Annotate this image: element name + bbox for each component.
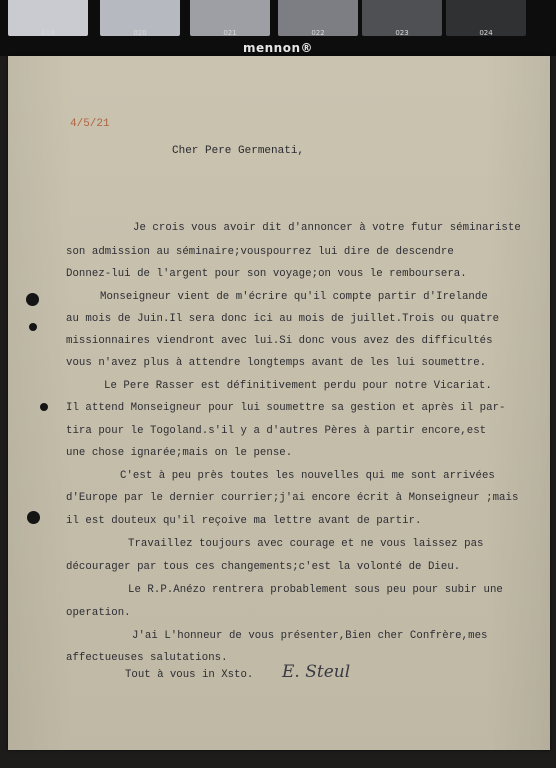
punch-hole	[27, 511, 40, 524]
letter-line: d'Europe par le dernier courrier;j'ai encore écrit à Monseigneur ;mais	[66, 492, 519, 504]
letter-line: au mois de Juin.Il sera donc ici au mois de juillet.Trois ou quatre	[66, 313, 500, 325]
letter-line: Je crois vous avoir dit d'annoncer à votre futur séminariste	[133, 222, 521, 234]
letter-line: Monseigneur vient de m'écrire qu'il compte partir d'Irelande	[100, 291, 488, 303]
letter-line: vous n'avez plus à attendre longtemps avant de les lui soumettre.	[66, 357, 487, 369]
punch-hole	[26, 293, 39, 306]
patch-number-022: 022	[311, 29, 325, 37]
letter-line: une chose ignarée;mais on le pense.	[66, 447, 293, 459]
letter-line: missionnaires viendront avec lui.Si donc vous avez des difficultés	[66, 335, 493, 347]
patch-number-023: 023	[395, 29, 409, 37]
faded-letterhead-stamp	[58, 68, 178, 108]
letter-line: son admission au séminaire;vouspourrez lui dire de descendre	[66, 246, 454, 258]
letter-date: 4/5/21	[70, 118, 110, 130]
brand-logo: mennon®	[242, 41, 313, 55]
letter-line: Le R.P.Anézo rentrera probablement sous peu pour subir une	[128, 584, 503, 596]
letter-closing: Tout à vous in Xsto.	[125, 669, 254, 681]
punch-hole	[29, 323, 37, 331]
patch-number-024: 024	[479, 29, 493, 37]
letter-line: tira pour le Togoland.s'il y a d'autres Pères à partir encore,est	[66, 425, 487, 437]
color-checker-strip	[0, 0, 556, 56]
letter-line: Il attend Monseigneur pour lui soumettre sa gestion et après il par-	[66, 402, 506, 414]
patch-number-021: 021	[223, 29, 237, 37]
handwritten-signature: E. Steul	[282, 662, 351, 682]
letter-line: operation.	[66, 607, 131, 619]
patch-number-020: 020	[133, 29, 147, 37]
letter-salutation: Cher Pere Germenati,	[172, 145, 305, 157]
letter-line: C'est à peu près toutes les nouvelles qui me sont arrivées	[120, 470, 495, 482]
patch-number-019: 019	[41, 29, 55, 37]
letter-line: affectueuses salutations.	[66, 652, 228, 664]
letter-line: Donnez-lui de l'argent pour son voyage;on vous le remboursera.	[66, 268, 467, 280]
punch-hole	[40, 403, 48, 411]
letter-line: J'ai L'honneur de vous présenter,Bien cher Confrère,mes	[132, 630, 488, 642]
letter-line: Le Pere Rasser est définitivement perdu pour notre Vicariat.	[104, 380, 492, 392]
letter-line: Travaillez toujours avec courage et ne vous laissez pas	[128, 538, 484, 550]
letter-line: il est douteux qu'il reçoive ma lettre avant de partir.	[66, 515, 422, 527]
letter-line: décourager par tous ces changements;c'est la volonté de Dieu.	[66, 561, 461, 573]
